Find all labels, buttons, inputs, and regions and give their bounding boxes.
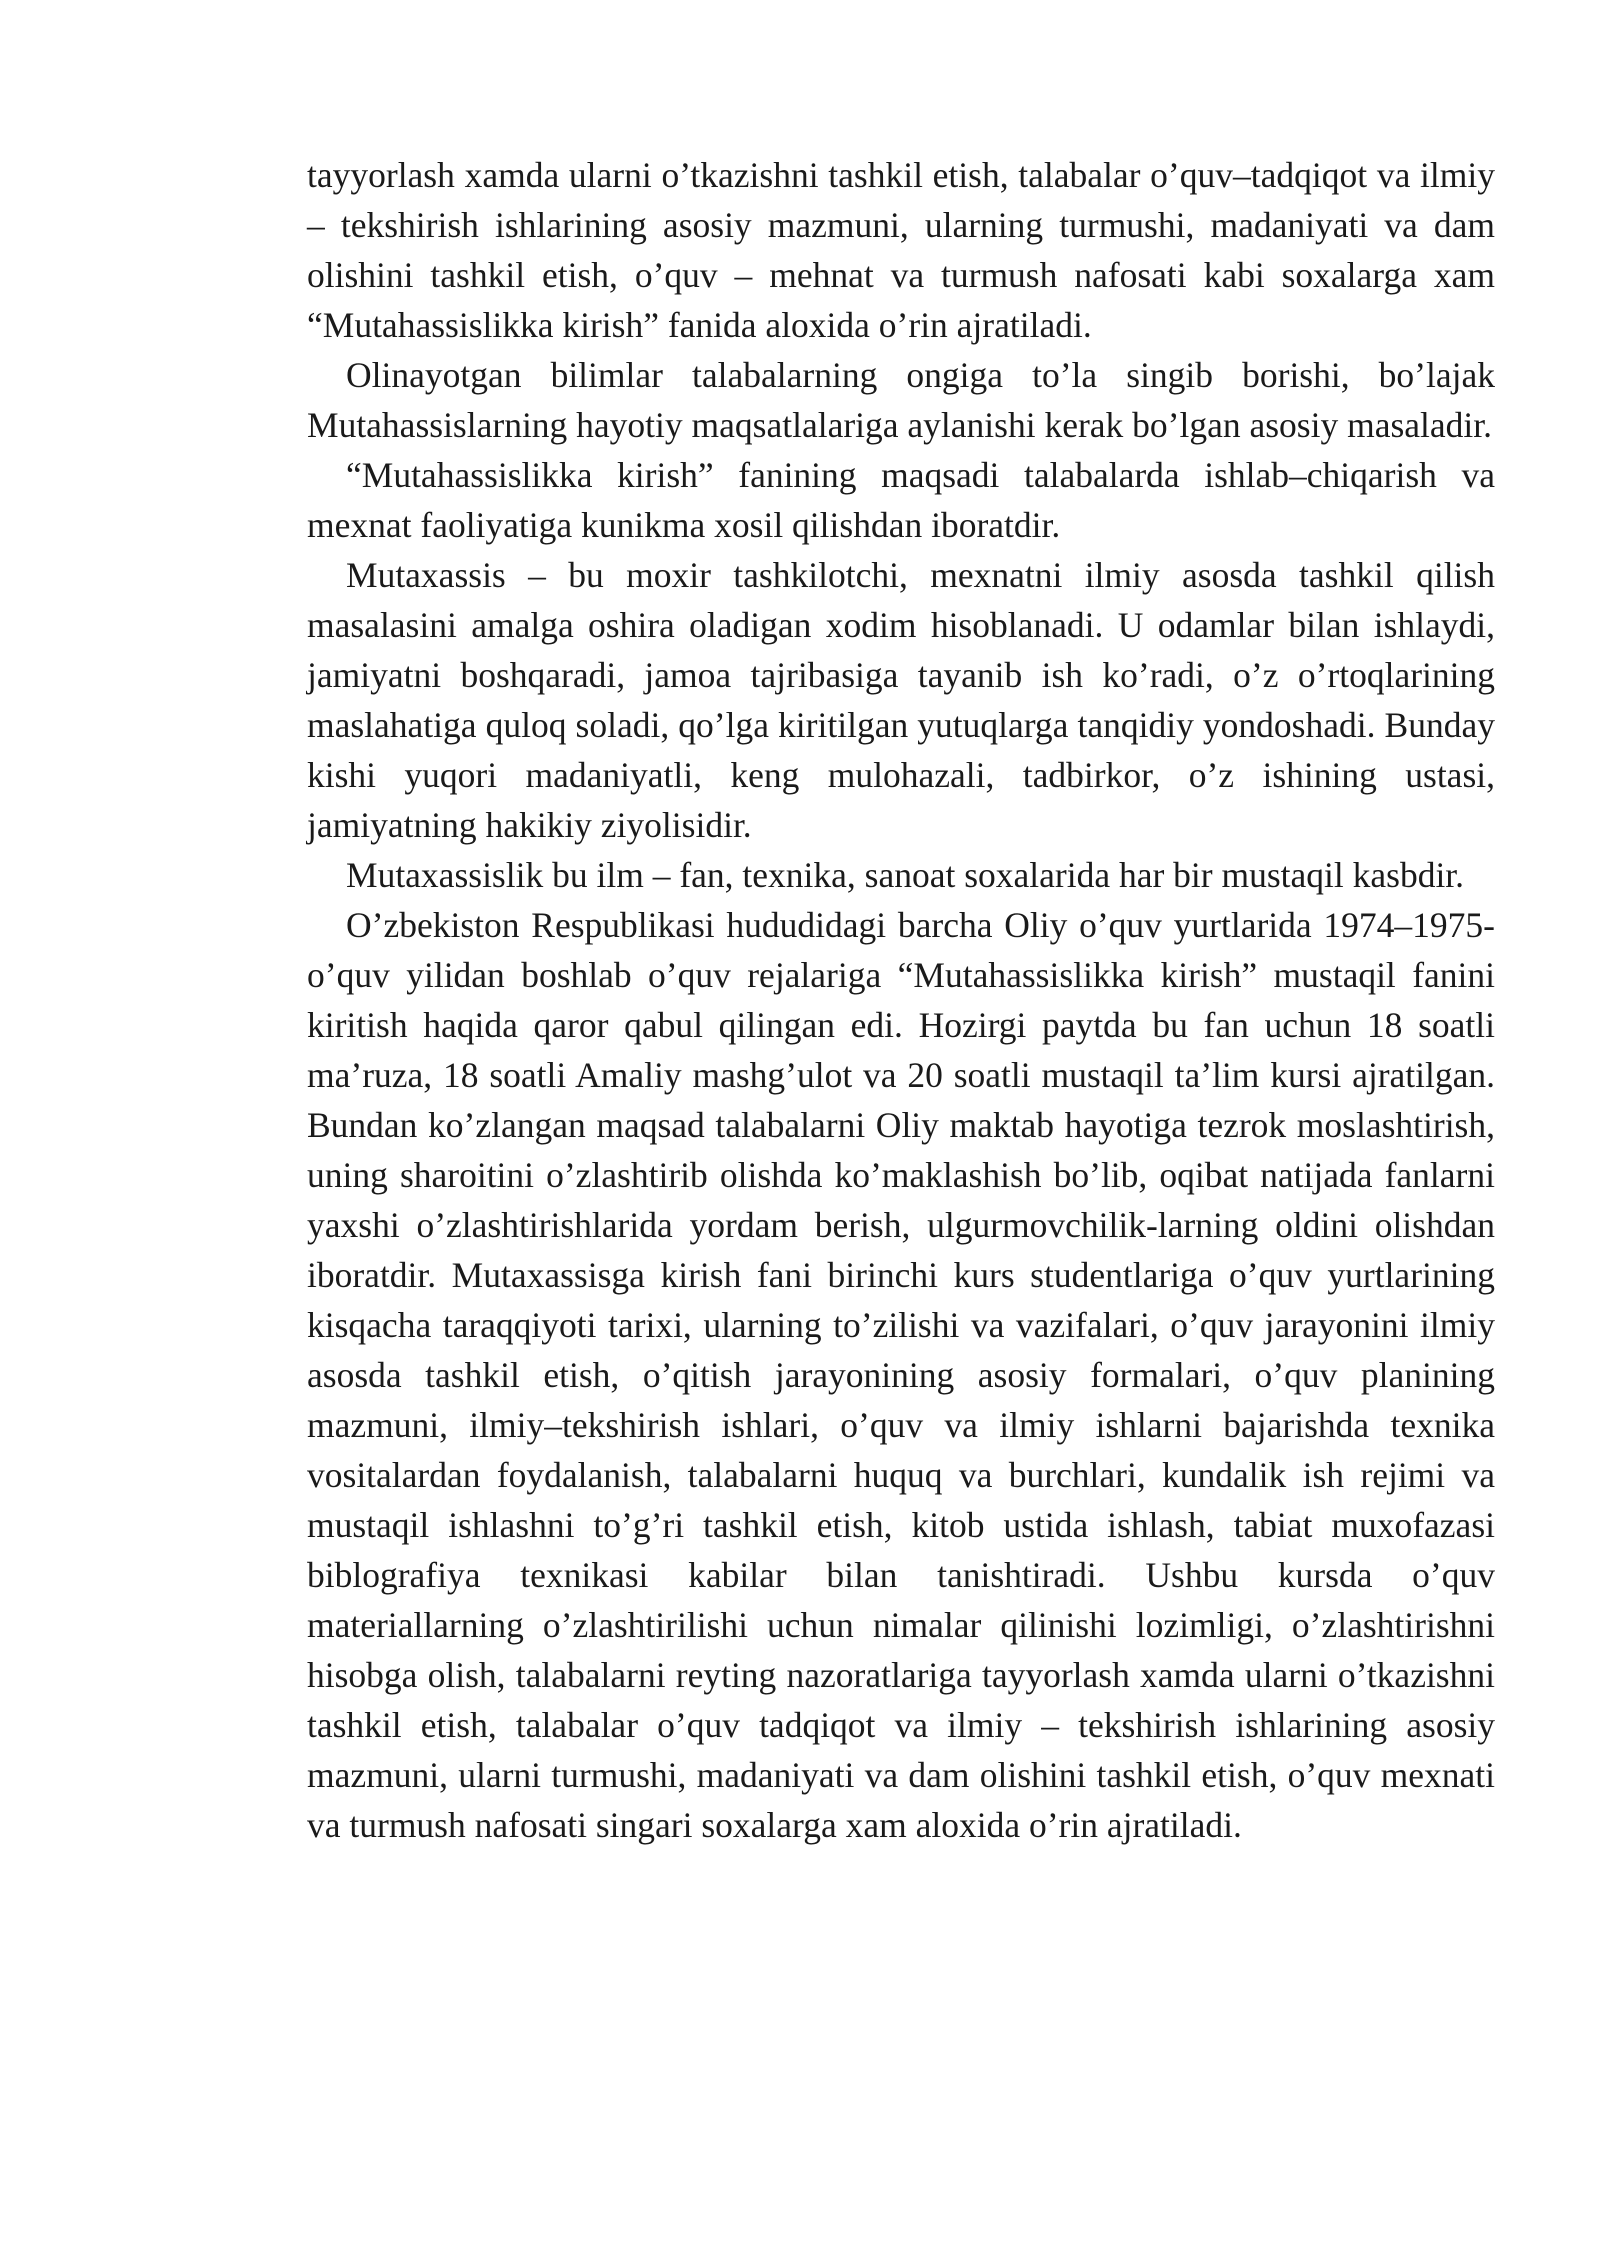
paragraph-specialty-definition: Mutaxassislik bu ilm – fan, texnika, sanoat soxalarida har bir mustaqil kasbdir. xyxy=(346,855,1465,895)
paragraph-course-goal: “Mutahassislikka kirish” fanining maqsadi talabalarda ishlab–chiqarish va mexnat faoliyatiga kunikma xosil qilishdan iboratdir. xyxy=(307,455,1495,545)
document-page xyxy=(307,150,1495,1850)
paragraph-knowledge: Olinayotgan bilimlar talabalarning ongiga to’la singib borishi, bo’lajak Mutahassislarning hayotiy maqsatlalariga aylanishi kerak bo’lgan asosiy masaladir. xyxy=(307,355,1495,445)
paragraph-specialist-definition: Mutaxassis – bu moxir tashkilotchi, mexnatni ilmiy asosda tashkil qilish masalasini amalga oshira oladigan xodim hisoblanadi. U odamlar bilan ishlaydi, jamiyatni boshqaradi, jamoa tajribasiga tayanib ish ko’radi, o’z o’rtoqlarining maslahatiga quloq soladi, qo’lga kiritilgan yutuqlarga tanqidiy yondoshadi. Bunday kishi yuqori madaniyatli, keng mulohazali, tadbirkor, o’z ishining ustasi, jamiyatning hakikiy ziyolisidir. xyxy=(307,555,1495,845)
paragraph-continuation: tayyorlash xamda ularni o’tkazishni tashkil etish, talabalar o’quv–tadqiqot va ilmiy – tekshirish ishlarining asosiy mazmuni, ularning turmushi, madaniyati va dam olishini tashkil etish, o’quv – mehnat va turmush nafosati kabi soxalarga xam “Mutahassislikka kirish” fanida aloxida o’rin ajratiladi. xyxy=(307,155,1495,345)
paragraph-course-history: O’zbekiston Respublikasi hududidagi barcha Oliy o’quv yurtlarida 1974–1975- o’quv yilidan boshlab o’quv rejalariga “Mutahassislikka kirish” mustaqil fanini kiritish haqida qaror qabul qilingan edi. Hozirgi paytda bu fan uchun 18 soatli ma’ruza, 18 soatli Amaliy mashg’ulot va 20 soatli mustaqil ta’lim kursi ajratilgan. Bundan ko’zlangan maqsad talabalarni Oliy maktab hayotiga tezrok moslashtirish, uning sharoitini o’zlashtirib olishda ko’maklashish bo’lib, oqibat natijada fanlarni yaxshi o’zlashtirishlarida yordam berish, ulgurmovchilik-larning oldini olishdan iboratdir. Mutaxassisga kirish fani birinchi kurs studentlariga o’quv yurtlarining kisqacha taraqqiyoti tarixi, ularning to’zilishi va vazifalari, o’quv jarayonini ilmiy asosda tashkil etish, o’qitish jarayonining asosiy formalari, o’quv planining mazmuni, ilmiy–tekshirish ishlari, o’quv va ilmiy ishlarni bajarishda texnika vositalardan foydalanish, talabalarni huquq va burchlari, kundalik ish rejimi va mustaqil ishlashni to’g’ri tashkil etish, kitob ustida ishlash, tabiat muxofazasi biblografiya texnikasi kabilar bilan tanishtiradi. Ushbu kursda o’quv materiallarning o’zlashtirilishi uchun nimalar qilinishi lozimligi, o’zlashtirishni hisobga olish, talabalarni reyting nazoratlariga tayyorlash xamda ularni o’tkazishni tashkil etish, talabalar o’quv tadqiqot va ilmiy – tekshirish ishlarining asosiy mazmuni, ularni turmushi, madaniyati va dam olishini tashkil etish, o’quv mexnati va turmush nafosati singari soxalarga xam aloxida o’rin ajratiladi. xyxy=(307,905,1495,1845)
